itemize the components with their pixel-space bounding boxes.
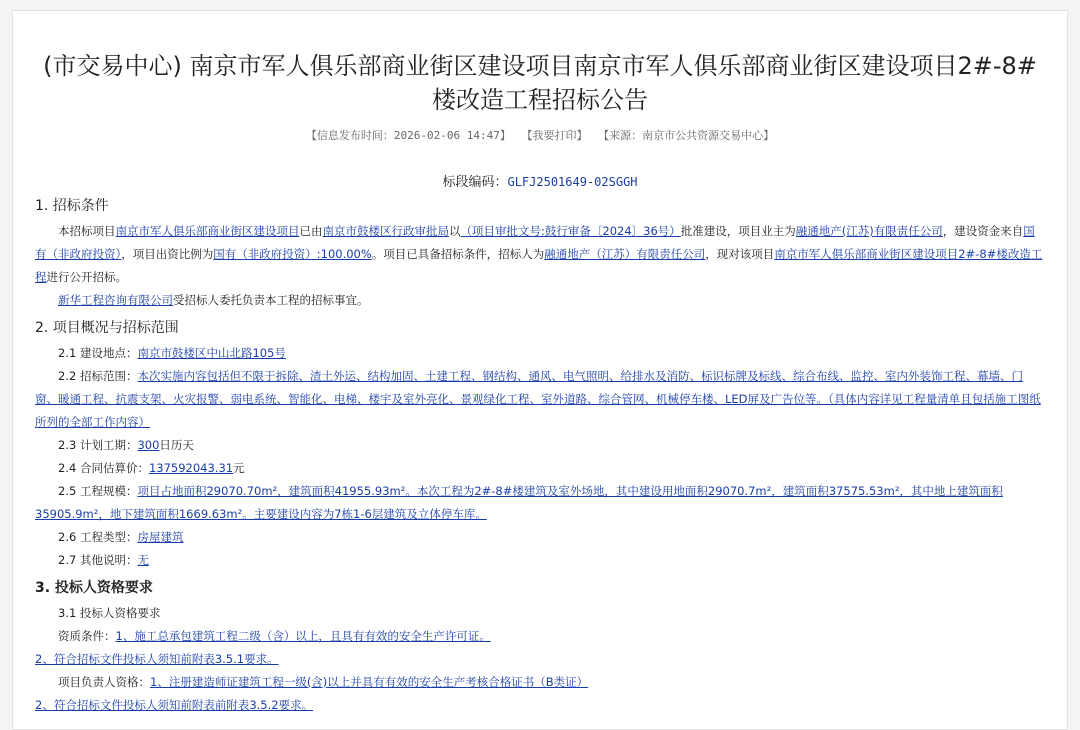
item-suffix: 日历天 xyxy=(159,438,194,452)
agency-paragraph xyxy=(35,289,1045,312)
fund-ratio-link[interactable]: 国有（非政府投资）:100.00% xyxy=(213,247,372,261)
item-suffix: 元 xyxy=(233,461,245,475)
item-2-3 xyxy=(35,434,1045,457)
manager-line-2 xyxy=(35,694,1045,717)
manager-line xyxy=(35,671,1045,694)
section-code xyxy=(13,171,1067,190)
scale-link[interactable]: 项目占地面积29070.70m²，建筑面积41955.93m²。本次工程为2#-8#楼建筑及室外场地，其中建设用地面积29070.7m²，建筑面积37575.53m²，其中地上建筑面积35905.9m²，地下建筑面积1669.63m²。主要建设内容为7栋1-6层建筑及立体停车库。 xyxy=(35,484,1003,521)
item-2-1 xyxy=(35,342,1045,365)
announcement-page xyxy=(12,10,1068,730)
item-label: 2.2 招标范围： xyxy=(58,369,138,383)
type-link[interactable]: 房屋建筑 xyxy=(137,530,184,544)
item-2-5 xyxy=(35,480,1045,526)
qualification-link-2[interactable]: 2、符合招标文件投标人须知前附表3.5.1要求。 xyxy=(35,652,279,666)
announcement-body xyxy=(13,194,1067,717)
item-2-2 xyxy=(35,365,1045,434)
code-label: 标段编码： xyxy=(442,175,508,190)
text: ，建设资金来自 xyxy=(942,224,1024,238)
qualification-line-2 xyxy=(35,648,1045,671)
owner-link[interactable]: 融通地产(江苏)有限责任公司 xyxy=(795,224,943,238)
tenderer-link[interactable]: 融通地产（江苏）有限责任公司 xyxy=(544,247,706,261)
approval-authority-link[interactable]: 南京市鼓楼区行政审批局 xyxy=(322,224,449,238)
section-heading-3: 3. 投标人资格要求 xyxy=(35,580,153,596)
text: ，现对该项目 xyxy=(705,247,775,261)
meta-line xyxy=(13,127,1067,143)
item-2-7 xyxy=(35,549,1045,572)
tender-conditions-paragraph xyxy=(35,220,1045,289)
price-link[interactable]: 137592043.31 xyxy=(148,461,234,475)
text: 以 xyxy=(449,224,461,238)
agency-link[interactable]: 新华工程咨询有限公司 xyxy=(58,293,173,307)
publish-time: 【信息发布时间：2026-02-06 14:47】 xyxy=(305,129,511,142)
item-label: 2.7 其他说明： xyxy=(58,553,138,567)
code-value: GLFJ2501649-02SGGH xyxy=(507,175,638,189)
section-heading-1: 1. 招标条件 xyxy=(35,198,109,214)
item-label: 2.1 建设地点： xyxy=(58,346,138,360)
location-link[interactable]: 南京市鼓楼区中山北路105号 xyxy=(137,346,286,360)
text: 已由 xyxy=(299,224,323,238)
fund-source-link[interactable]: 国有（非政府投资） xyxy=(35,224,1035,261)
project-name-link[interactable]: 南京市军人俱乐部商业街区建设项目2#-8#楼改造工程 xyxy=(35,247,1043,284)
text: 受招标人委托负责本工程的招标事宜。 xyxy=(173,293,369,307)
item-label: 2.3 计划工期： xyxy=(58,438,138,452)
item-label: 项目负责人资格： xyxy=(58,675,150,689)
text: 。项目已具备招标条件，招标人为 xyxy=(371,247,545,261)
qualification-link-1[interactable]: 1、施工总承包建筑工程二级（含）以上，且具有有效的安全生产许可证。 xyxy=(115,629,491,643)
text: 批准建设，项目业主为 xyxy=(680,224,796,238)
item-label: 2.5 工程规模： xyxy=(58,484,138,498)
text: ，项目出资比例为 xyxy=(121,247,214,261)
item-2-4 xyxy=(35,457,1045,480)
other-link[interactable]: 无 xyxy=(137,553,149,567)
print-link[interactable]: 【我要打印】 xyxy=(521,129,588,142)
approval-number-link[interactable]: （项目审批文号:鼓行审备〔2024〕36号） xyxy=(460,224,681,238)
duration-link[interactable]: 300 xyxy=(137,438,160,452)
item-2-6 xyxy=(35,526,1045,549)
item-3-1: 3.1 投标人资格要求 xyxy=(58,606,161,620)
item-label: 2.4 合同估算价： xyxy=(58,461,149,475)
project-link[interactable]: 南京市军人俱乐部商业街区建设项目 xyxy=(115,224,300,238)
page-title: (市交易中心) 南京市军人俱乐部商业街区建设项目南京市军人俱乐部商业街区建设项目2#-8#楼改造工程招标公告 xyxy=(43,52,1037,114)
section-heading-2: 2. 项目概况与招标范围 xyxy=(35,320,179,336)
source-label: 【来源：南京市公共资源交易中心】 xyxy=(598,129,775,142)
item-label: 2.6 工程类型： xyxy=(58,530,138,544)
text: 进行公开招标。 xyxy=(46,270,127,284)
manager-link-1[interactable]: 1、注册建造师证建筑工程一级(含)以上并具有有效的安全生产考核合格证书（B类证） xyxy=(150,675,589,689)
qualification-line xyxy=(35,625,1045,648)
text: 本招标项目 xyxy=(58,224,116,238)
scope-link[interactable]: 本次实施内容包括但不限于拆除、渣土外运、结构加固、土建工程、钢结构、通风、电气照明、给排水及消防、标识标牌及标线、综合布线、监控、室内外装饰工程、幕墙、门窗、暖通工程、抗震支架、火灾报警、弱电系统、智能化、电梯、楼宇及室外亮化、景观绿化工程、室外道路、综合管网、机械停车楼、LED屏及广告位等。（具体内容详见工程量清单且包括施工图纸所列的全部工作内容） xyxy=(35,369,1041,429)
manager-link-2[interactable]: 2、符合招标文件投标人须知前附表前附表3.5.2要求。 xyxy=(35,698,314,712)
item-label: 资质条件： xyxy=(58,629,116,643)
